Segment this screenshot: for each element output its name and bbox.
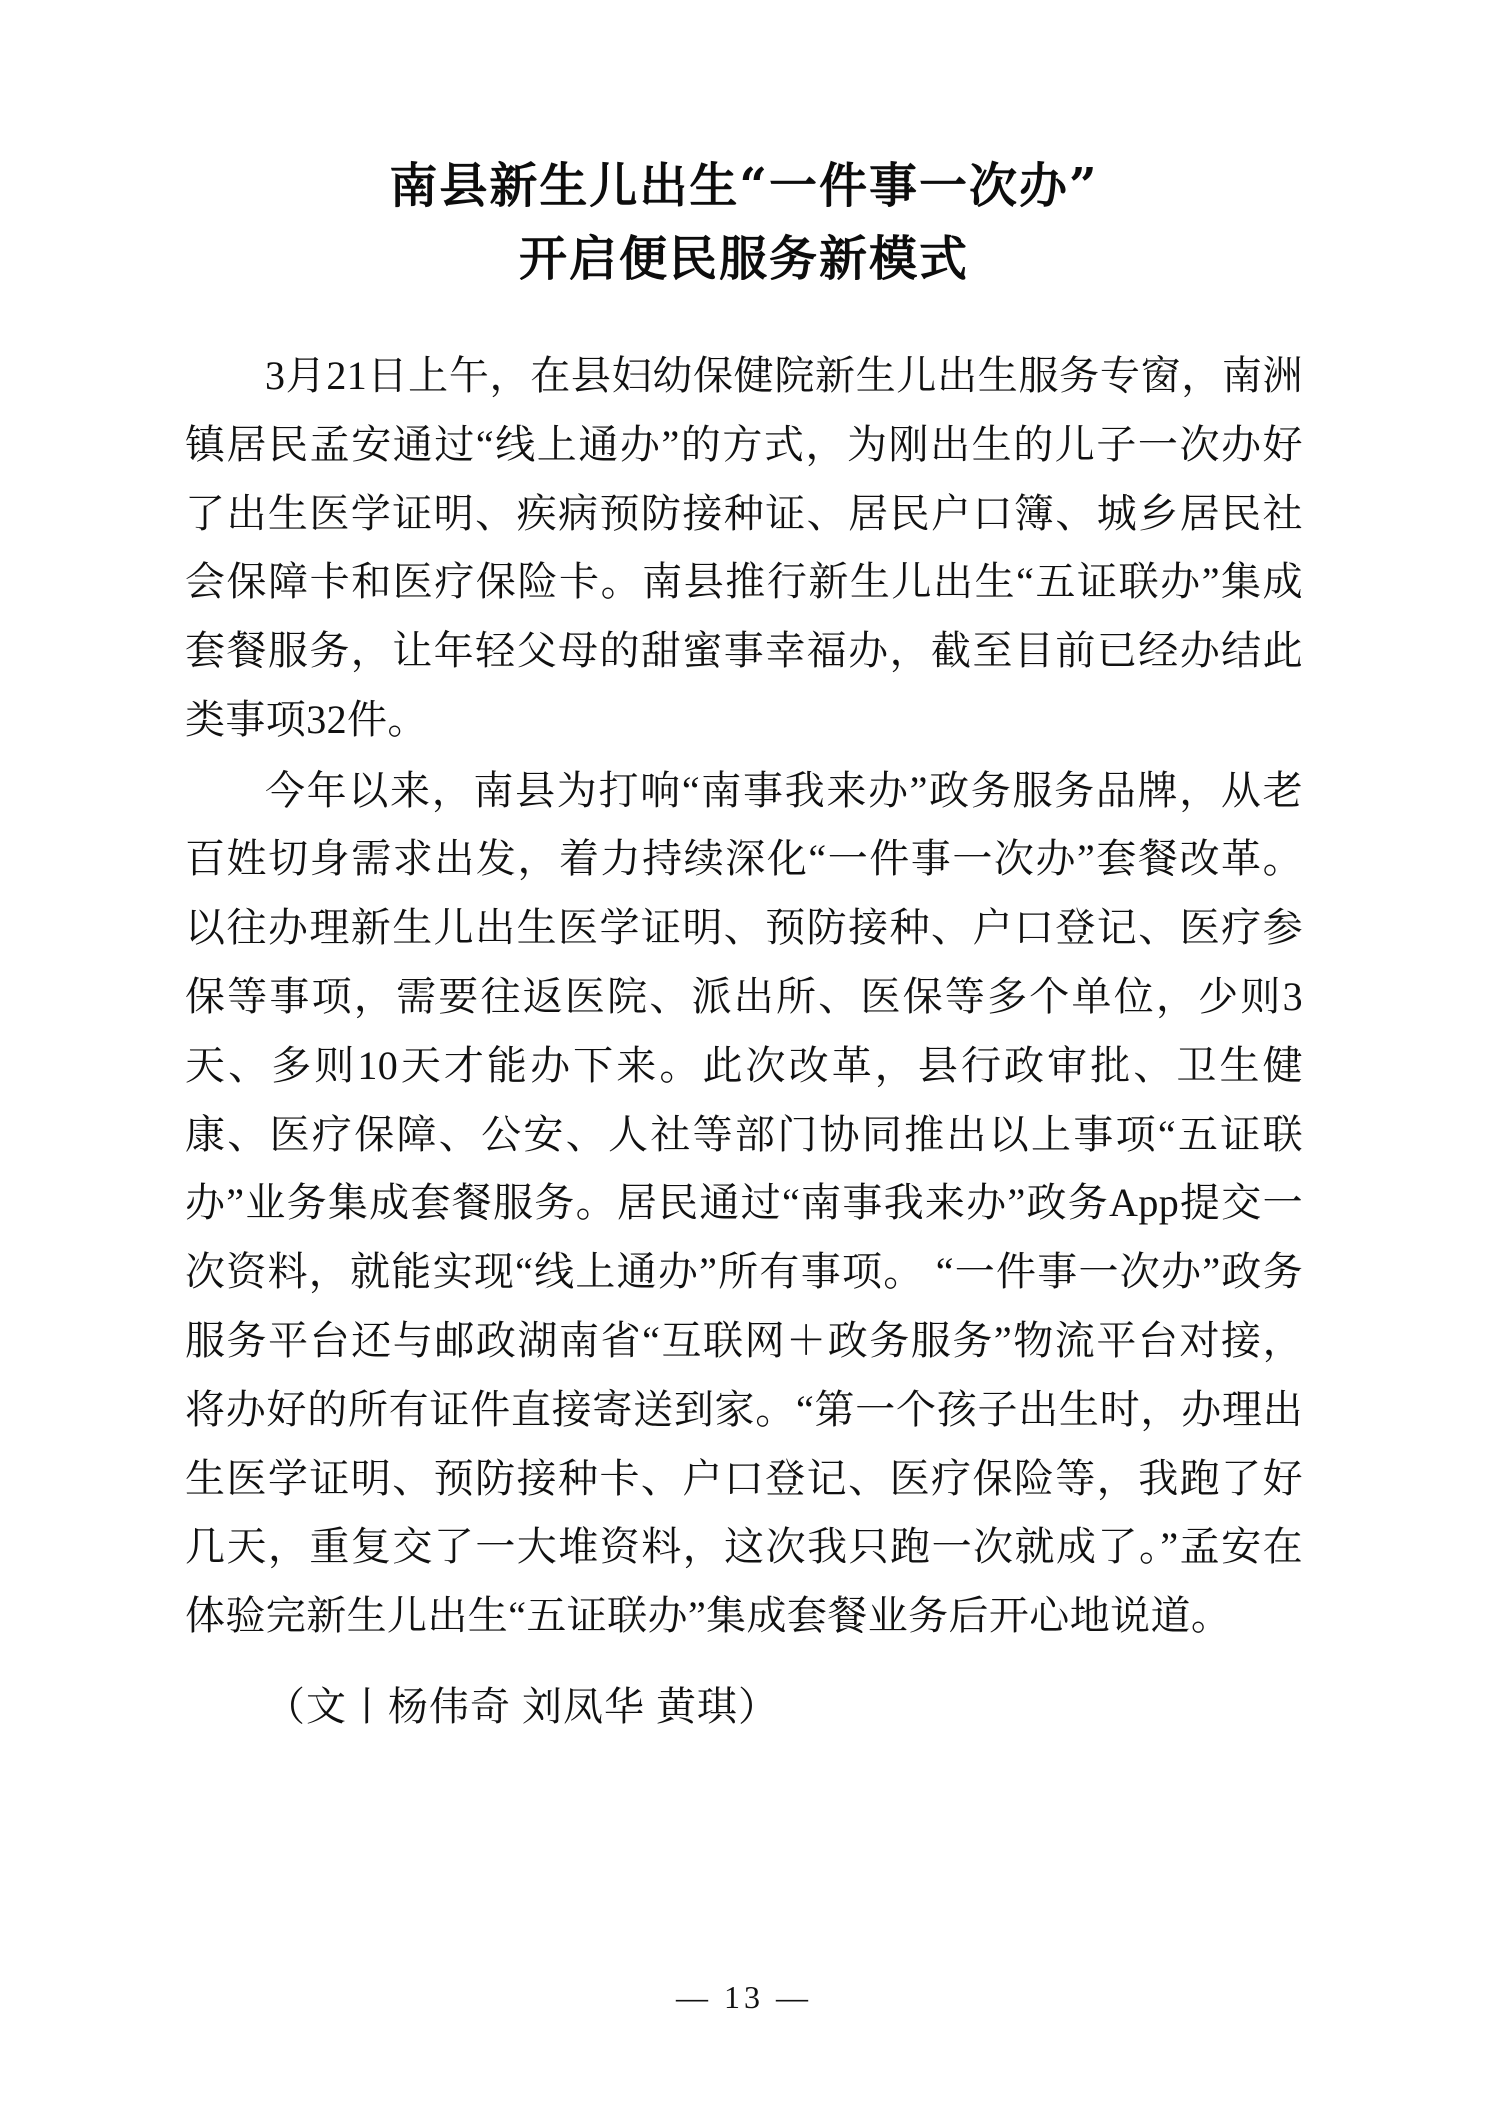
- article-title-line-1: 南县新生儿出生“一件事一次办”: [389, 158, 1099, 214]
- article-title-line-2: 开启便民服务新模式: [518, 230, 969, 287]
- article-paragraph-1: 3月21日上午，在县妇幼保健院新生儿出生服务专窗，南洲镇居民孟安通过“线上通办”的方式，为刚出生的儿子一次办好了出生医学证明、疾病预防接种证、居民户口簿、城乡居民社会保障卡和医疗保险卡。南县推行新生儿出生“五证联办”集成套餐服务，让年轻父母的甜蜜事幸福办，截至目前已经办结此类事项32件。: [185, 352, 1303, 742]
- article-paragraph-2: 今年以来，南县为打响“南事我来办”政务服务品牌，从老百姓切身需求出发，着力持续深化“一件事一次办”套餐改革。以往办理新生儿出生医学证明、预防接种、户口登记、医疗参保等事项，需要往返医院、派出所、医保等多个单位，少则3天、多则10天才能办下来。此次改革，县行政审批、卫生健康、医疗保障、公安、人社等部门协同推出以上事项“五证联办”业务集成套餐服务。居民通过“南事我来办”政务App提交一次资料，就能实现“线上通办”所有事项。 “一件事一次办”政务服务平台还与邮政湖南省“互联网＋政务服务”物流平台对接，将办好的所有证件直接寄送到家。“第一个孩子出生时，办理出生医学证明、预防接种卡、户口登记、医疗保险等，我跑了好几天，重复交了一大堆资料，这次我只跑一次就成了。”孟安在体验完新生儿出生“五证联办”集成套餐业务后开心地说道。: [185, 767, 1303, 1639]
- page-number: — 13 —: [676, 1979, 812, 2015]
- article-title: [185, 150, 1303, 296]
- article-byline: （文丨杨伟奇 刘凤华 黄琪）: [265, 1684, 779, 1730]
- article-body: [185, 342, 1303, 1741]
